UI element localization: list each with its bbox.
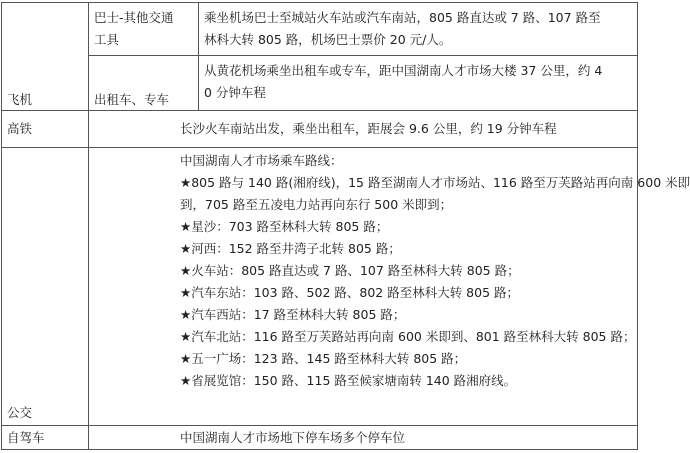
desc-rail <box>89 111 638 148</box>
table-row-plane-bus <box>2 3 638 56</box>
table-row-bus <box>2 148 638 426</box>
sub-label-bus-line1: 巴士-其他交通 <box>94 10 174 25</box>
transport-table <box>1 2 690 450</box>
row-label-plane <box>2 3 89 111</box>
list-item: ★五一广场：123 路、145 路至林科大转 805 路； <box>180 351 467 366</box>
desc-bus-routes <box>89 148 690 426</box>
desc-rail-text: 长沙火车南站出发，乘坐出租车，距展会 9.6 公里，约 19 分钟车程 <box>180 121 557 136</box>
row-label-bus-text: 公交 <box>7 405 33 420</box>
sub-label-bus <box>89 3 199 56</box>
row-label-car <box>2 426 89 450</box>
list-item: ★星沙：703 路至林科大转 805 路； <box>180 219 389 234</box>
sub-label-taxi <box>89 56 199 111</box>
table-row-rail <box>2 111 638 148</box>
list-item: ★805 路与 140 路(湘府线)，15 路至湖南人才市场站、116 路至万芙路站再向南 600 米即 <box>180 175 690 190</box>
list-item: ★火车站：805 路直达或 7 路、107 路至林科大转 805 路； <box>180 263 520 278</box>
desc-taxi <box>199 56 638 111</box>
bus-routes-heading: 中国湖南人才市场乘车路线： <box>180 153 343 168</box>
sub-label-taxi-text: 出租车、专车 <box>94 92 170 107</box>
desc-car-text: 中国湖南人才市场地下停车场多个停车位 <box>180 429 406 445</box>
desc-taxi-line2: 0 分钟车程 <box>204 85 266 101</box>
sub-label-bus-line2: 工具 <box>94 32 120 47</box>
list-item: ★汽车北站：116 路至万芙路站再向南 600 米即到、801 路至林科大转 805 路； <box>180 329 636 344</box>
list-item: ★汽车东站：103 路、502 路、802 路至林科大转 805 路； <box>180 285 520 300</box>
list-item: ★汽车西站：17 路至林科大转 805 路； <box>180 307 406 322</box>
list-item: ★河西：152 路至井湾子北转 805 路； <box>180 241 401 256</box>
list-item: ★省展览馆：150 路、115 路至候家塘南转 140 路湘府线。 <box>180 373 517 388</box>
desc-bus-line2: 林科大转 805 路，机场巴士票价 20 元/人。 <box>204 32 452 47</box>
row-label-car-text: 自驾车 <box>7 429 45 445</box>
row-label-rail <box>2 111 89 148</box>
row-label-plane-text: 飞机 <box>7 92 33 107</box>
row-label-bus <box>2 148 89 426</box>
table-row-car <box>2 426 638 450</box>
table-row-plane-taxi <box>2 56 638 111</box>
desc-taxi-line1: 从黄花机场乘坐出租车或专车，距中国湖南人才市场大楼 37 公里，约 4 <box>204 63 603 79</box>
row-label-rail-text: 高铁 <box>7 121 33 136</box>
desc-bus-line1: 乘坐机场巴士至城站火车站或汽车南站，805 路直达或 7 路、107 路至 <box>204 10 601 25</box>
list-item: 到，705 路至五凌电力站再向东行 500 米即到； <box>180 197 453 212</box>
desc-car <box>89 426 638 450</box>
desc-bus <box>199 3 638 56</box>
